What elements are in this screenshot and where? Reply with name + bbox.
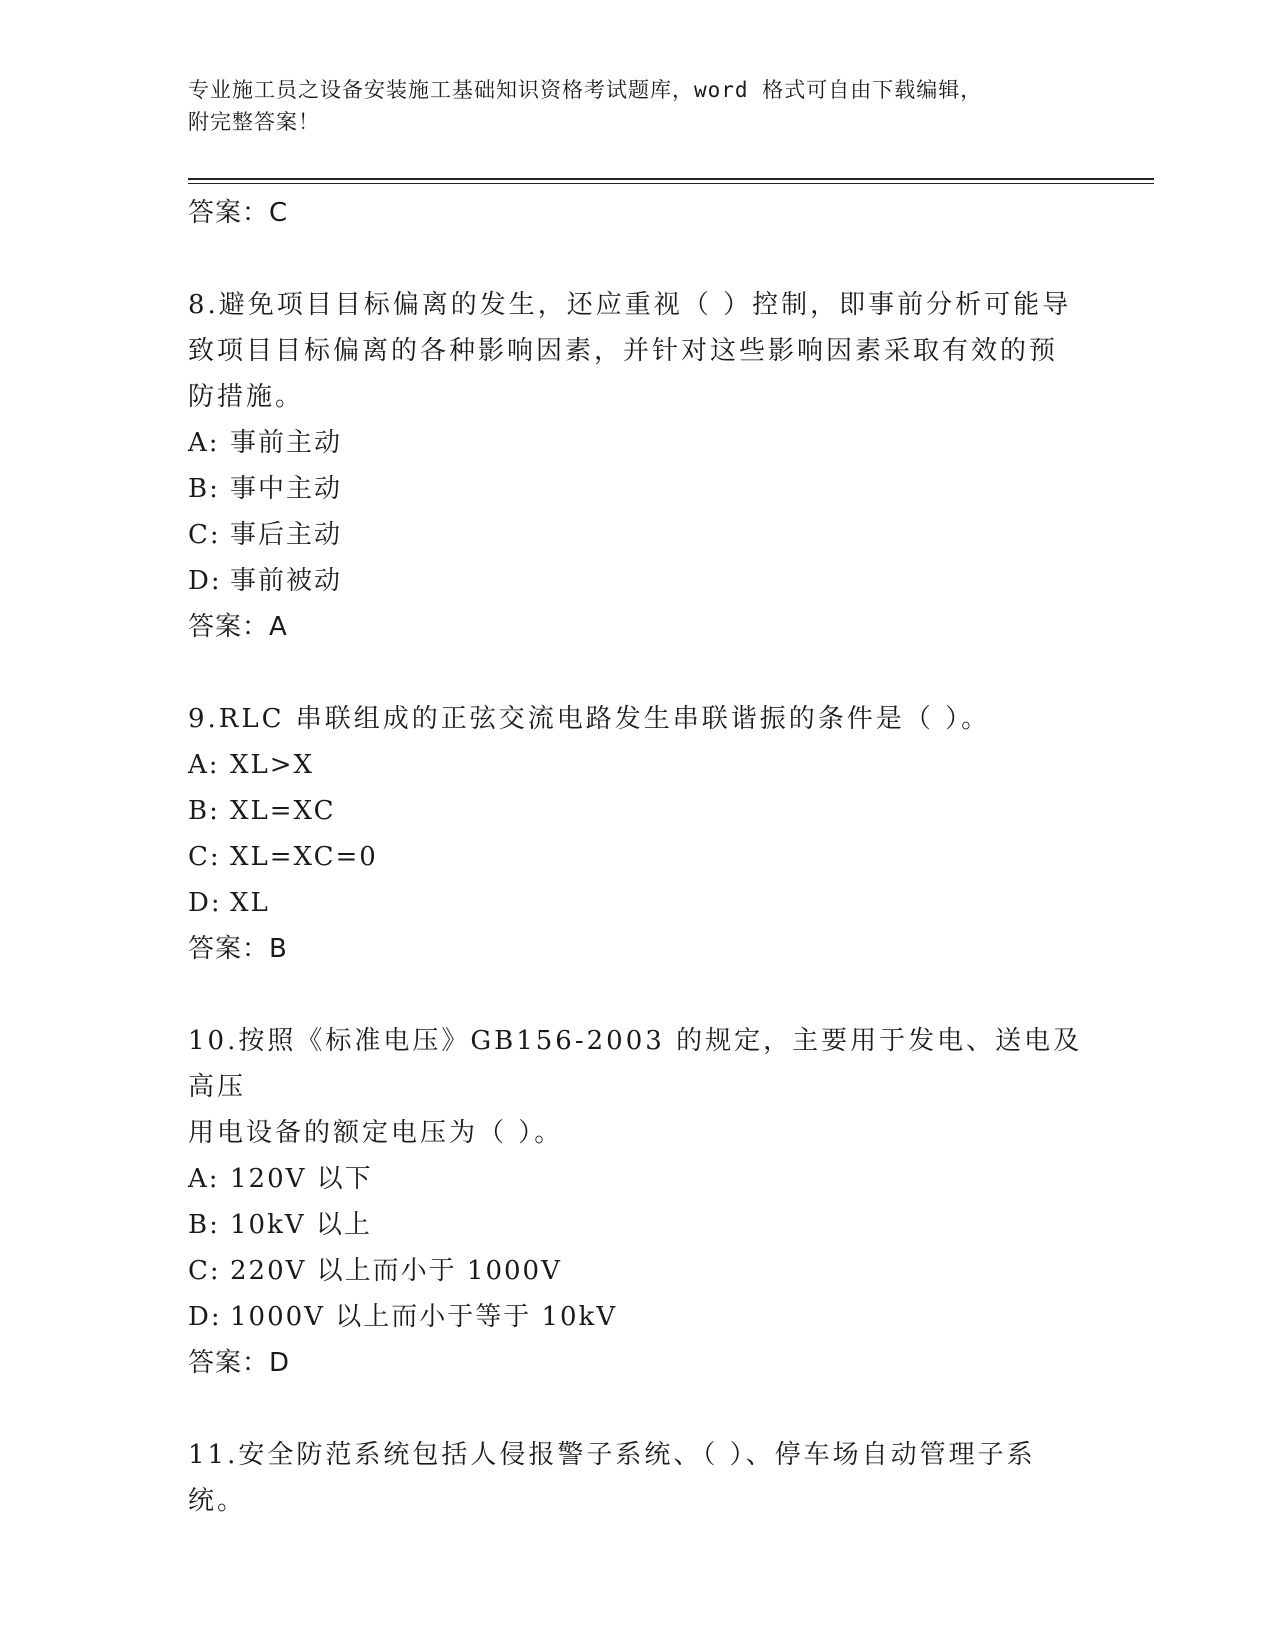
option-key: C: <box>188 842 221 872</box>
option-text: 事中主动 <box>230 474 343 504</box>
question-line: 8.避免项目目标偏离的发生，还应重视（ ）控制，即事前分析可能导 <box>188 290 1072 320</box>
question-8-answer: 答案：A <box>188 612 288 642</box>
option-text: 120V 以下 <box>230 1164 373 1194</box>
question-line: 用电设备的额定电压为（ ）。 <box>188 1118 564 1148</box>
question-line: 11.安全防范系统包括人侵报警子系统、（ ）、停车场自动管理子系 <box>188 1440 1036 1470</box>
option-key: B: <box>188 474 220 504</box>
question-9-option-b <box>188 788 1088 834</box>
question-10-answer: 答案：D <box>188 1348 291 1378</box>
question-line: 防措施。 <box>188 382 305 412</box>
option-key: A: <box>188 1164 220 1194</box>
spacer <box>188 236 1088 282</box>
question-8-option-a <box>188 420 1088 466</box>
question-8-option-c <box>188 512 1088 558</box>
option-key: C: <box>188 520 221 550</box>
option-key: B: <box>188 1210 220 1240</box>
question-line: 9.RLC 串联组成的正弦交流电路发生串联谐振的条件是（ ）。 <box>188 704 991 734</box>
option-key: C: <box>188 1256 221 1286</box>
question-11-text <box>188 1432 1088 1524</box>
option-text: 10kV 以上 <box>230 1210 372 1240</box>
option-text: 事前被动 <box>230 566 343 596</box>
option-text: 事前主动 <box>230 428 343 458</box>
spacer <box>188 650 1088 696</box>
question-line: 致项目目标偏离的各种影响因素，并针对这些影响因素采取有效的预 <box>188 336 1059 366</box>
header-line-1: 专业施工员之设备安装施工基础知识资格考试题库，word 格式可自由下载编辑， <box>188 78 983 102</box>
option-key: D: <box>188 888 222 918</box>
option-key: D: <box>188 1302 222 1332</box>
previous-answer: 答案：C <box>188 198 289 228</box>
option-key: A: <box>188 750 220 780</box>
question-8-option-b <box>188 466 1088 512</box>
option-key: B: <box>188 796 220 826</box>
question-9-text <box>188 696 1088 742</box>
question-10-option-b <box>188 1202 1088 1248</box>
question-9-option-c <box>188 834 1088 880</box>
question-9-option-a <box>188 742 1088 788</box>
spacer <box>188 1386 1088 1432</box>
option-key: D: <box>188 566 222 596</box>
option-text: XL <box>230 888 270 918</box>
question-content <box>188 190 1088 1524</box>
header-line-2: 附完整答案！ <box>188 110 320 134</box>
option-text: 1000V 以上而小于等于 10kV <box>230 1302 618 1332</box>
question-8-text <box>188 282 1088 420</box>
option-text: 事后主动 <box>230 520 343 550</box>
option-key: A: <box>188 428 220 458</box>
option-text: XL=XC <box>230 796 336 826</box>
option-text: XL>X <box>230 750 315 780</box>
question-line: 10.按照《标准电压》GB156-2003 的规定，主要用于发电、送电及高压 <box>188 1026 1083 1102</box>
question-10-option-c <box>188 1248 1088 1294</box>
question-10-option-a <box>188 1156 1088 1202</box>
question-9-option-d <box>188 880 1088 926</box>
option-text: XL=XC=0 <box>230 842 378 872</box>
spacer <box>188 972 1088 1018</box>
option-text: 220V 以上而小于 1000V <box>230 1256 562 1286</box>
question-line: 统。 <box>188 1486 247 1516</box>
question-10-text <box>188 1018 1088 1156</box>
question-10-option-d <box>188 1294 1088 1340</box>
page-header <box>188 74 1088 138</box>
header-rule-thin <box>188 183 1154 184</box>
question-8-option-d <box>188 558 1088 604</box>
question-9-answer: 答案：B <box>188 934 288 964</box>
header-rule-thick <box>188 178 1154 180</box>
